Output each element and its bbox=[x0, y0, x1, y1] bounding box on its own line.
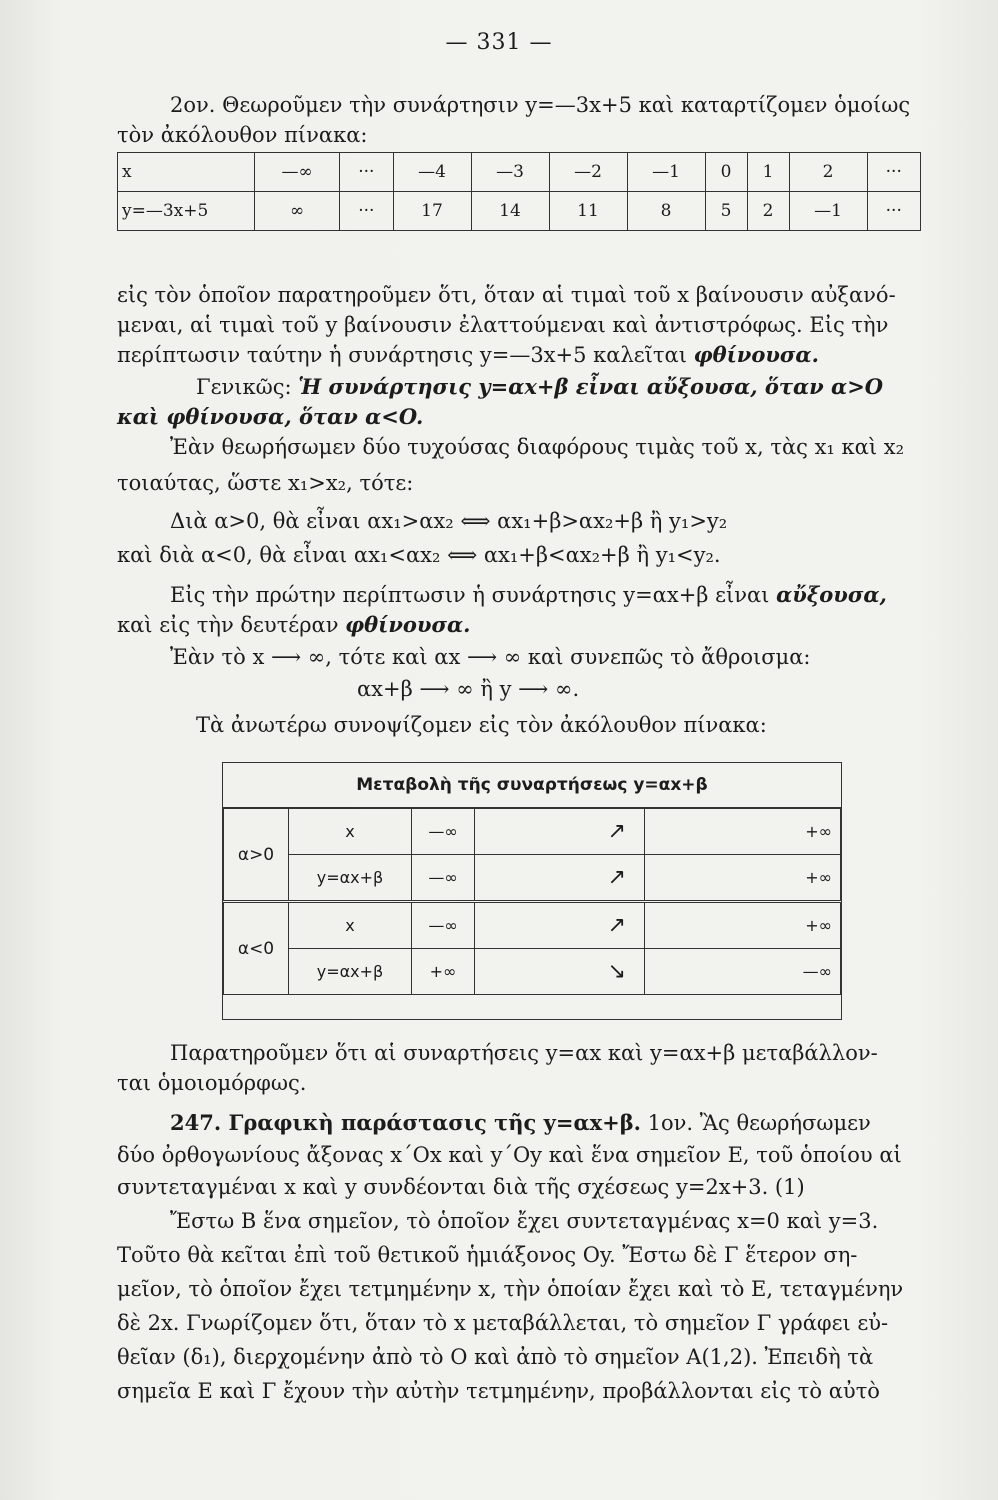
table-row bbox=[224, 902, 841, 949]
table-cell: 0 bbox=[705, 153, 747, 192]
section-heading-line bbox=[170, 1110, 871, 1136]
table-row bbox=[118, 153, 921, 192]
section-line-1: 1ον. Ἂς θεωρήσωμεν bbox=[640, 1111, 871, 1135]
section-line-8: θεῖαν (δ₁), διερχομένην ἀπὸ τὸ O καὶ ἀπὸ τὸ σημεῖον A(1,2). Ἐπειδὴ τὰ bbox=[117, 1345, 874, 1369]
section-line-5: Τοῦτο θὰ κεῖται ἐπὶ τοῦ θετικοῦ ἡμιάξονος Oy. Ἔστω δὲ Γ ἕτερον ση- bbox=[117, 1243, 858, 1267]
table-cell: —4 bbox=[393, 153, 471, 192]
table-cell: 11 bbox=[549, 192, 627, 231]
table-cell: 8 bbox=[627, 192, 705, 231]
para3-line-3: Τὰ ἀνωτέρω συνοψίζομεν εἰς τὸν ἀκόλουθον πίνακα: bbox=[196, 713, 767, 737]
para1-line-3-text: περίπτωσιν ταύτην ἡ συνάρτησις y=—3x+5 καλεῖται bbox=[117, 343, 694, 367]
table-cell: —1 bbox=[789, 192, 867, 231]
table-cell: 1 bbox=[747, 153, 789, 192]
para2-line-5-text: Εἰς τὴν πρώτην περίπτωσιν ἡ συνάρτησις y=αx+β εἶναι bbox=[170, 583, 777, 607]
table-cell: —∞ bbox=[412, 855, 475, 902]
table-cell: —1 bbox=[627, 153, 705, 192]
inequality-line-1: Διὰ α>0, θὰ εἶναι αx₁>αx₂ ⟺ αx₁+β>αx₂+β ἢ y₁>y₂ bbox=[170, 509, 728, 533]
values-table bbox=[117, 152, 921, 231]
para1-line-3 bbox=[117, 342, 819, 368]
table-cell: ··· bbox=[867, 192, 921, 231]
para4-line-2: ται ὁμοιομόρφως. bbox=[117, 1071, 307, 1095]
para3-line-2: αx+β ⟶ ∞ ἢ y ⟶ ∞. bbox=[357, 677, 580, 701]
table-cell: ··· bbox=[340, 153, 393, 192]
section-title: 247. Γραφικὴ παράστασις τῆς y=αx+β. bbox=[170, 1110, 641, 1135]
table-cell: x bbox=[118, 153, 255, 192]
table-cell: —3 bbox=[471, 153, 549, 192]
table-cell: ··· bbox=[340, 192, 393, 231]
table-cell: —∞ bbox=[255, 153, 340, 192]
condition-negative: α<0 bbox=[224, 902, 289, 995]
table-cell: —2 bbox=[549, 153, 627, 192]
table-cell: 5 bbox=[705, 192, 747, 231]
para2-line-5 bbox=[170, 582, 887, 608]
arrow-up-icon: ↗ bbox=[475, 902, 645, 949]
section-line-4: Ἔστω B ἕνα σημεῖον, τὸ ὁποῖον ἔχει συντεταγμένας x=0 καὶ y=3. bbox=[170, 1209, 879, 1233]
page-number: — 331 — bbox=[445, 30, 553, 55]
condition-positive: α>0 bbox=[224, 809, 289, 902]
term-decreasing: φθίνουσα. bbox=[693, 342, 819, 367]
table-row bbox=[224, 809, 841, 855]
para1-line-1: εἰς τὸν ὁποῖον παρατηροῦμεν ὅτι, ὅταν αἱ τιμαὶ τοῦ x βαίνουσιν αὐξανό- bbox=[117, 283, 896, 307]
general-label: Γενικῶς: bbox=[196, 375, 299, 399]
table-cell: y=—3x+5 bbox=[118, 192, 255, 231]
inequality-line-2: καὶ διὰ α<0, θὰ εἶναι αx₁<αx₂ ⟺ αx₁+β<αx₂+β ἢ y₁<y₂. bbox=[117, 543, 721, 567]
table-cell: —∞ bbox=[412, 809, 475, 855]
arrow-up-icon: ↗ bbox=[475, 809, 645, 855]
table-cell: +∞ bbox=[645, 809, 841, 855]
table-cell: y=αx+β bbox=[289, 949, 412, 995]
variation-table bbox=[222, 762, 842, 1020]
para2-line-2: τοιαύτας, ὥστε x₁>x₂, τότε: bbox=[117, 471, 414, 495]
para3-line-1: Ἐὰν τὸ x ⟶ ∞, τότε καὶ αx ⟶ ∞ καὶ συνεπῶς τὸ ἄθροισμα: bbox=[170, 645, 811, 669]
table-cell: +∞ bbox=[645, 855, 841, 902]
general-rule-line-2: καὶ φθίνουσα, ὅταν α<O. bbox=[117, 404, 424, 429]
para2-line-6 bbox=[117, 612, 470, 638]
section-line-2: δύο ὀρθογωνίους ἄξονας x΄Ox καὶ y΄Oy καὶ ἕνα σημεῖον E, τοῦ ὁποίου αἱ bbox=[117, 1143, 902, 1167]
section-line-9: σημεῖα E καὶ Γ ἔχουν τὴν αὐτὴν τετμημένην, προβάλλονται εἰς τὸ αὐτὸ bbox=[117, 1379, 880, 1403]
table-row bbox=[118, 192, 921, 231]
table-cell: 14 bbox=[471, 192, 549, 231]
section-line-3: συντεταγμέναι x καὶ y συνδέονται διὰ τῆς σχέσεως y=2x+3. (1) bbox=[117, 1175, 805, 1199]
table-cell: ··· bbox=[867, 153, 921, 192]
table-cell: 2 bbox=[747, 192, 789, 231]
variation-table-body bbox=[223, 808, 841, 995]
general-rule-line-1 bbox=[196, 374, 883, 400]
para2-line-1: Ἐὰν θεωρήσωμεν δύο τυχούσας διαφόρους τιμὰς τοῦ x, τὰς x₁ καὶ x₂ bbox=[170, 435, 904, 459]
table-row bbox=[224, 855, 841, 902]
section-line-7: δὲ 2x. Γνωρίζομεν ὅτι, ὅταν τὸ x μεταβάλλεται, τὸ σημεῖον Γ γράφει εὐ- bbox=[117, 1311, 889, 1335]
table-row bbox=[224, 949, 841, 995]
arrow-down-icon: ↘ bbox=[475, 949, 645, 995]
section-line-6: μεῖον, τὸ ὁποῖον ἔχει τετμημένην x, τὴν ὁποίαν ἔχει καὶ τὸ E, τεταγμένην bbox=[117, 1277, 904, 1301]
intro-line-1: 2ον. Θεωροῦμεν τὴν συνάρτησιν y=—3x+5 καὶ καταρτίζομεν ὁμοίως bbox=[170, 93, 911, 117]
table-cell: —∞ bbox=[645, 949, 841, 995]
table-cell: ∞ bbox=[255, 192, 340, 231]
intro-line-2: τὸν ἀκόλουθον πίνακα: bbox=[117, 123, 368, 147]
general-rule-text: Ἡ συνάρτησις y=αx+β εἶναι αὔξουσα, ὅταν α>O bbox=[298, 374, 884, 399]
para2-line-6-text: καὶ εἰς τὴν δευτέραν bbox=[117, 613, 346, 637]
para4-line-1: Παρατηροῦμεν ὅτι αἱ συναρτήσεις y=αx καὶ y=αx+β μεταβάλλον- bbox=[170, 1041, 878, 1065]
table-cell: y=αx+β bbox=[289, 855, 412, 902]
table-cell: +∞ bbox=[412, 949, 475, 995]
arrow-up-icon: ↗ bbox=[475, 855, 645, 902]
table-cell: —∞ bbox=[412, 902, 475, 949]
para1-line-2: μεναι, αἱ τιμαὶ τοῦ y βαίνουσιν ἐλαττούμεναι καὶ ἀντιστρόφως. Εἰς τὴν bbox=[117, 313, 889, 337]
table-cell: 17 bbox=[393, 192, 471, 231]
table-cell: x bbox=[289, 809, 412, 855]
term-increasing: αὔξουσα, bbox=[776, 582, 887, 607]
table-cell: +∞ bbox=[645, 902, 841, 949]
table-cell: x bbox=[289, 902, 412, 949]
table-cell: 2 bbox=[789, 153, 867, 192]
term-decreasing-2: φθίνουσα. bbox=[345, 612, 471, 637]
variation-table-title: Μεταβολὴ τῆς συναρτήσεως y=αx+β bbox=[223, 763, 841, 808]
